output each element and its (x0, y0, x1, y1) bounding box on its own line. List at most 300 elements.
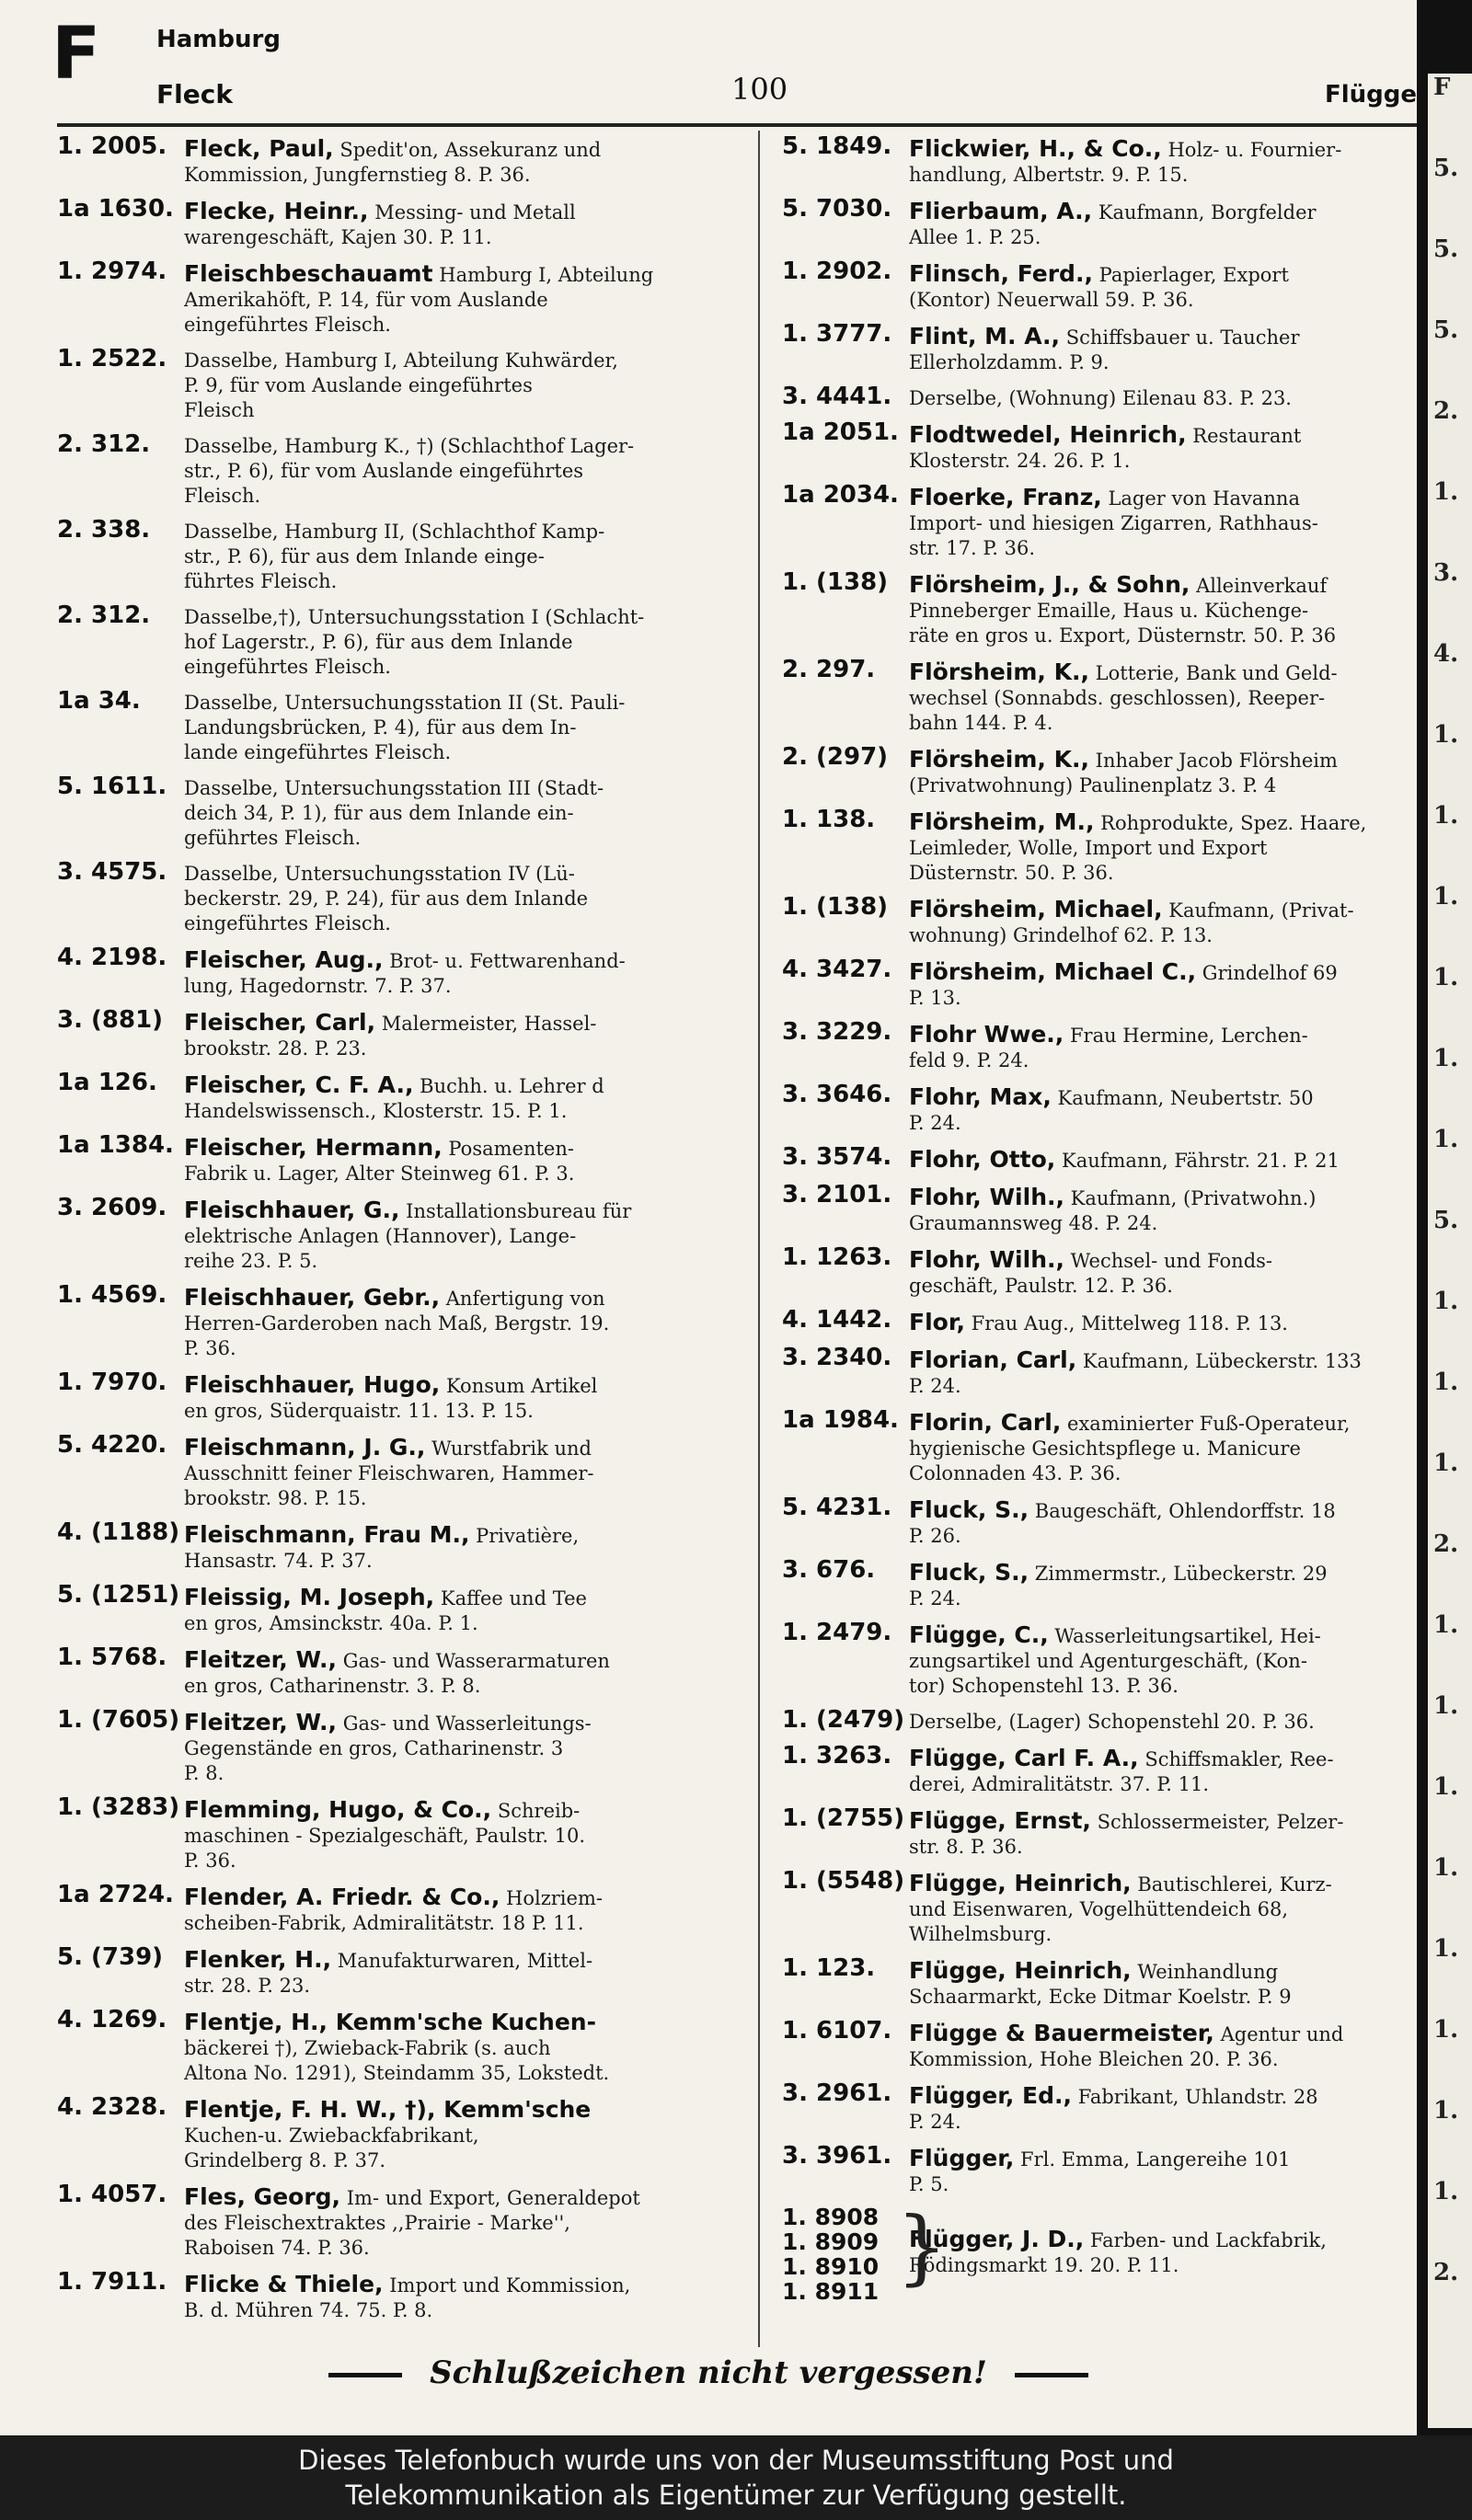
next-page-fragment: 1. (1433, 1045, 1459, 1072)
entry-line (909, 1347, 1426, 1374)
directory-entry (782, 1619, 1426, 1699)
entry-number: 1. 5768. (57, 1644, 167, 1671)
directory-entry (57, 2093, 742, 2173)
directory-entry (57, 1194, 742, 1274)
entry-line: bahn 144. P. 4. (909, 712, 1053, 734)
directory-entry (782, 383, 1426, 411)
entry-line (909, 747, 1426, 773)
section-letter: F (52, 13, 101, 96)
directory-entry (57, 516, 742, 594)
entry-number: 1. (2755) (782, 1804, 905, 1832)
entry-number-group (782, 2205, 879, 2304)
entry-line (184, 691, 742, 716)
entry-line: Graumannsweg 48. P. 24. (909, 1212, 1158, 1234)
entry-line: P. 24. (909, 1112, 961, 1134)
entry-description: Holzriem- (506, 1887, 603, 1909)
header-city: Hamburg (156, 26, 281, 53)
entry-description: Dasselbe, Untersuchungsstation III (Stadt- (184, 777, 604, 799)
entry-name: Flierbaum, A., (909, 199, 1093, 224)
entry-line: Fabrik u. Lager, Alter Steinweg 61. P. 3. (184, 1163, 575, 1185)
entry-name: Flügge, Heinrich, (909, 1958, 1132, 1984)
entry-description: Kaffee und Tee (440, 1587, 587, 1609)
entry-number: 3. (881) (57, 1006, 164, 1034)
entry-number: 3. 2340. (782, 1344, 892, 1371)
header-last-name: Flügge (1325, 81, 1418, 109)
directory-entry (782, 2079, 1426, 2135)
entry-line (909, 1871, 1426, 1897)
entry-line: deich 34, P. 1), für aus dem Inlande ein- (184, 802, 574, 824)
entry-line (909, 1410, 1426, 1437)
entry-description: Wasserleitungsartikel, Hei- (1054, 1625, 1321, 1647)
entry-number: 1. 2902. (782, 258, 892, 285)
entry-line: lung, Hagedornstr. 7. P. 37. (184, 975, 452, 997)
entry-number: 4. 2328. (57, 2093, 167, 2121)
entry-name: Flügger, J. D., (909, 2226, 1085, 2252)
directory-entry (782, 1556, 1426, 1611)
entry-description: Restaurant (1192, 425, 1302, 447)
entry-line: brookstr. 28. P. 23. (184, 1037, 367, 1060)
directory-entry (782, 806, 1426, 886)
entry-description: Baugeschäft, Ohlendorffstr. 18 (1034, 1500, 1336, 1522)
directory-entry (57, 1281, 742, 1361)
entry-line: P. 24. (909, 2111, 961, 2133)
entry-description: Import und Kommission, (389, 2274, 631, 2297)
directory-entry (57, 601, 742, 680)
entry-line: P. 24. (909, 1375, 961, 1397)
entry-line: str. 28. P. 23. (184, 1975, 310, 1997)
entry-line (909, 1746, 1426, 1772)
directory-entry (782, 1706, 1426, 1735)
entry-line: Colonnaden 43. P. 36. (909, 1462, 1121, 1484)
entry-line (184, 1135, 742, 1162)
entry-name: Flentje, F. H. W., †), Kemm'sche (184, 2097, 592, 2123)
entry-description: Wechsel- und Fonds- (1070, 1250, 1273, 1272)
directory-entry (782, 320, 1426, 375)
entry-line (909, 1084, 1426, 1111)
entry-number: 1. 8909 (782, 2228, 880, 2255)
next-page-fragment: 1. (1433, 1773, 1459, 1801)
entry-line: eingeführtes Fleisch. (184, 912, 391, 934)
entry-description: Gas- und Wasserarmaturen (342, 1650, 610, 1672)
directory-entry (782, 258, 1426, 313)
entry-name: Flohr, Otto, (909, 1147, 1056, 1173)
entry-line (909, 572, 1426, 599)
entry-name: Fluck, S., (909, 1497, 1029, 1523)
next-page-fragment: 1. (1433, 1692, 1459, 1720)
entry-number: 3. 4441. (782, 383, 892, 410)
entry-line (184, 1947, 742, 1974)
entry-line (909, 1560, 1426, 1586)
entry-number: 1a 34. (57, 687, 141, 715)
directory-entry (782, 568, 1426, 648)
entry-description: Im- und Export, Generaldepot (346, 2187, 640, 2209)
entry-name: Flügge & Bauermeister, (909, 2021, 1214, 2046)
entry-line: Kommission, Hohe Bleichen 20. P. 36. (909, 2048, 1279, 2070)
entry-number: 1. 3263. (782, 1742, 892, 1770)
entry-number: 1. 8910 (782, 2253, 880, 2280)
entry-name: Flodtwedel, Heinrich, (909, 422, 1187, 448)
entry-number: 1a 2051. (782, 418, 899, 446)
entry-line: P. 8. (184, 1762, 224, 1784)
entry-description: Spedit'on, Assekuranz und (339, 139, 602, 161)
entry-name: Flentje, H., Kemm'sche Kuchen- (184, 2010, 596, 2035)
entry-line: und Eisenwaren, Vogelhüttendeich 68, (909, 1898, 1289, 1920)
entry-description: Kaufmann, (Privatwohn.) (1070, 1187, 1317, 1209)
entry-number: 1. 123. (782, 1954, 876, 1982)
directory-entry (57, 195, 742, 250)
entry-line (909, 1958, 1426, 1985)
entry-line (909, 2083, 1426, 2110)
entry-name: Flint, M. A., (909, 324, 1061, 349)
entry-name: Flörsheim, M., (909, 809, 1095, 835)
entry-line (184, 605, 742, 630)
entry-description: Lotterie, Bank und Geld- (1095, 662, 1338, 684)
entry-line (909, 2208, 1426, 2253)
entry-description: Derselbe, (Lager) Schopenstehl 20. P. 36. (909, 1711, 1315, 1733)
entry-line (184, 2097, 742, 2124)
directory-entry (782, 2017, 1426, 2072)
entry-description: Lager von Havanna (1108, 487, 1300, 510)
entry-name: Flinsch, Ferd., (909, 261, 1093, 287)
entry-line: feld 9. P. 24. (909, 1049, 1029, 1071)
directory-entry (57, 430, 742, 509)
entry-description: Schiffsbauer u. Taucher (1065, 326, 1300, 349)
directory-entry (782, 1243, 1426, 1299)
next-page-fragment: 5. (1433, 155, 1459, 182)
entry-description: Schiffsmakler, Ree- (1144, 1748, 1334, 1770)
next-page-fragment: 1. (1433, 1126, 1459, 1153)
entry-line: räte en gros u. Export, Düsternstr. 50. P. 36 (909, 624, 1337, 647)
entry-line (184, 1710, 742, 1736)
directory-entry (782, 1742, 1426, 1797)
entry-line (184, 2272, 742, 2298)
entry-line: P. 24. (909, 1587, 961, 1609)
directory-entry (57, 1581, 742, 1636)
entry-description: Kaufmann, (Privat- (1168, 899, 1354, 922)
entry-line (184, 1010, 742, 1037)
entry-number: 1. (138) (782, 893, 889, 921)
entry-line: Handelswissensch., Klosterstr. 15. P. 1. (184, 1100, 568, 1122)
entry-line (909, 659, 1426, 686)
entry-name: Flecke, Heinr., (184, 199, 369, 224)
entry-line: Düsternstr. 50. P. 36. (909, 862, 1114, 884)
entry-line (909, 261, 1426, 288)
entry-number: 1. 7970. (57, 1369, 167, 1396)
entry-line: hof Lagerstr., P. 6), für aus dem Inlande (184, 631, 573, 653)
entry-name: Fleischhauer, G., (184, 1197, 400, 1223)
entry-name: Flickwier, H., & Co., (909, 136, 1162, 162)
directory-entry (782, 2142, 1426, 2197)
directory-entry (782, 1804, 1426, 1860)
entry-line (909, 1185, 1426, 1211)
entry-number: 5. 7030. (782, 195, 892, 223)
entry-number: 1. 138. (782, 806, 876, 833)
directory-entry (782, 481, 1426, 561)
entry-number: 4. 2198. (57, 944, 167, 971)
entry-name: Fleischer, C. F. A., (184, 1072, 414, 1098)
next-page-fragment: 1. (1433, 478, 1459, 506)
entry-line (909, 959, 1426, 986)
footer-note-text: Schlußzeichen nicht vergessen! (430, 2354, 987, 2391)
entry-line (184, 1522, 742, 1549)
entry-name: Fleischhauer, Hugo, (184, 1372, 441, 1398)
entry-description: Kaufmann, Neubertstr. 50 (1057, 1087, 1314, 1109)
entry-line: wechsel (Sonnabds. geschlossen), Reeper- (909, 687, 1326, 709)
entry-number: 1a 2724. (57, 1881, 174, 1908)
directory-entry (782, 195, 1426, 250)
entry-line (909, 2146, 1426, 2172)
next-page-fragment: 4. (1433, 640, 1459, 668)
next-page-fragment: 2. (1433, 1530, 1459, 1558)
entry-name: Florian, Carl, (909, 1347, 1077, 1373)
entry-number: 5. 4220. (57, 1431, 167, 1459)
entry-description: Dasselbe, Hamburg K., †) (Schlachthof Lager- (184, 435, 635, 457)
entry-line (909, 422, 1426, 449)
entry-number: 1a 2034. (782, 481, 899, 509)
entry-number: 1. 2522. (57, 345, 167, 372)
entry-line: Altona No. 1291), Steindamm 35, Lokstedt. (184, 2062, 610, 2084)
entry-description: Rohprodukte, Spez. Haare, (1100, 812, 1367, 834)
entry-number: 1. 2005. (57, 132, 167, 160)
entry-line: geschäft, Paulstr. 12. P. 36. (909, 1275, 1173, 1297)
entry-description: Zimmermstr., Lübeckerstr. 29 (1034, 1563, 1328, 1585)
entry-line (184, 947, 742, 974)
entry-description: Dasselbe, Hamburg I, Abteilung Kuhwärder, (184, 349, 618, 372)
entry-line: Klosterstr. 24. 26. P. 1. (909, 450, 1131, 472)
entry-number: 4. 3427. (782, 956, 892, 983)
entry-number: 3. 2101. (782, 1181, 892, 1208)
entry-number: 1. (7605) (57, 1706, 180, 1734)
entry-name: Flemming, Hugo, & Co., (184, 1797, 492, 1823)
directory-entry (57, 132, 742, 188)
entry-description: examinierter Fuß-Operateur, (1067, 1413, 1351, 1435)
entry-number: 1a 1984. (782, 1406, 899, 1434)
directory-entry (57, 1006, 742, 1061)
entry-number: 1. 4057. (57, 2181, 167, 2208)
entry-line: Allee 1. P. 25. (909, 226, 1041, 248)
next-page-fragment: 5. (1433, 1207, 1459, 1234)
directory-entry (782, 1181, 1426, 1236)
directory-entry (782, 1344, 1426, 1399)
next-page-fragment: 1. (1433, 1369, 1459, 1396)
directory-entry (57, 858, 742, 936)
entry-name: Fleitzer, W., (184, 1647, 338, 1673)
directory-entry (782, 1867, 1426, 1947)
entry-name: Flügge, Ernst, (909, 1808, 1091, 1834)
entry-name: Flenker, H., (184, 1947, 332, 1973)
directory-entry (782, 1081, 1426, 1136)
next-page-fragment: 1. (1433, 2097, 1459, 2125)
entry-line (184, 1435, 742, 1461)
entry-number: 1a 1630. (57, 195, 174, 223)
entry-description: Posamenten- (448, 1138, 574, 1160)
next-page-fragment: 1. (1433, 1854, 1459, 1882)
entry-line (184, 434, 742, 459)
ownership-banner (0, 2435, 1472, 2520)
header-first-name: Fleck (156, 79, 233, 109)
next-page-fragment: 1. (1433, 964, 1459, 991)
entry-name: Fleischer, Carl, (184, 1010, 376, 1036)
entry-name: Flörsheim, Michael C., (909, 959, 1197, 985)
entry-line: str., P. 6), für vom Auslande eingeführtes (184, 460, 584, 482)
page-number: 100 (731, 72, 788, 107)
entry-line (184, 261, 742, 288)
footer-note (0, 2354, 1417, 2391)
entry-name: Flügger, (909, 2146, 1015, 2171)
next-page-fragment: 1. (1433, 1935, 1459, 1963)
entry-number: 2. 297. (782, 656, 876, 683)
entry-line: Schaarmarkt, Ecke Ditmar Koelstr. P. 9 (909, 1986, 1292, 2008)
entry-line (184, 1072, 742, 1099)
entry-number: 1. (2479) (782, 1706, 905, 1734)
entry-name: Flohr, Wilh., (909, 1247, 1064, 1273)
entry-line (909, 485, 1426, 511)
entry-name: Flügge, Heinrich, (909, 1871, 1132, 1896)
entry-line: Import- und hiesigen Zigarren, Rathhaus- (909, 512, 1318, 534)
entry-description: Dasselbe, Untersuchungsstation IV (Lü- (184, 863, 575, 885)
entry-description: Bautischlerei, Kurz- (1137, 1873, 1332, 1896)
entry-name: Fleissig, M. Joseph, (184, 1585, 435, 1610)
entry-number: 3. 3961. (782, 2142, 892, 2170)
entry-line: Herren-Garderoben nach Maß, Bergstr. 19. (184, 1312, 610, 1334)
entry-description: Fabrikant, Uhlandstr. 28 (1077, 2086, 1318, 2108)
next-page-fragment: 1. (1433, 2016, 1459, 2044)
entry-description: Derselbe, (Wohnung) Eilenau 83. P. 23. (909, 387, 1292, 409)
entry-line (184, 520, 742, 544)
next-page-fragment: 1. (1433, 883, 1459, 911)
entry-number: 3. 3574. (782, 1143, 892, 1171)
entry-description: Schreib- (497, 1800, 581, 1822)
entry-name: Flügger, Ed., (909, 2083, 1073, 2109)
entry-number: 5. (1251) (57, 1581, 180, 1609)
directory-entry (57, 1943, 742, 1999)
entry-description: Malermeister, Hassel- (381, 1013, 597, 1035)
directory-entry (57, 2181, 742, 2261)
entry-name: Fluck, S., (909, 1560, 1029, 1586)
entry-name: Florin, Carl, (909, 1410, 1062, 1436)
entry-line: eingeführtes Fleisch. (184, 314, 391, 336)
entry-name: Flender, A. Friedr. & Co., (184, 1884, 500, 1910)
entry-name: Flörsheim, K., (909, 659, 1089, 685)
entry-line: des Fleischextraktes ,,Prairie - Marke'', (184, 2212, 570, 2234)
entry-line: Kommission, Jungfernstieg 8. P. 36. (184, 164, 531, 186)
banner-line-2: Telekommunikation als Eigentümer zur Verfügung gestellt. (345, 2480, 1127, 2511)
entry-name: Flohr, Wilh., (909, 1185, 1064, 1210)
entry-number: 4. 1269. (57, 2006, 167, 2033)
entry-line (184, 199, 742, 225)
entry-line: P. 13. (909, 987, 961, 1009)
entry-line (909, 1022, 1426, 1048)
entry-line: Grindelberg 8. P. 37. (184, 2149, 386, 2171)
entry-description: Anfertigung von (445, 1288, 605, 1310)
entry-line: geführtes Fleisch. (184, 827, 362, 849)
directory-entry (782, 1018, 1426, 1073)
entry-line: (Privatwohnung) Paulinenplatz 3. P. 4 (909, 774, 1277, 796)
directory-entry (782, 1406, 1426, 1486)
entry-description: Agentur und (1220, 2023, 1344, 2045)
entry-number: 1. (138) (782, 568, 889, 596)
directory-entry (782, 743, 1426, 798)
entry-description: Grindelhof 69 (1202, 962, 1338, 984)
directory-entry (57, 944, 742, 999)
entry-description: Inhaber Jacob Flörsheim (1095, 750, 1338, 772)
entry-description: Farben- und Lackfabrik, (1089, 2229, 1327, 2251)
entry-number: 3. 2961. (782, 2079, 892, 2107)
entry-name: Fleischer, Aug., (184, 947, 384, 973)
entry-line: en gros, Süderquaistr. 11. 13. P. 15. (184, 1400, 534, 1422)
footer-dash-left (328, 2373, 402, 2377)
directory-entry (782, 893, 1426, 948)
entry-line (909, 809, 1426, 836)
entry-line: Hansastr. 74. P. 37. (184, 1550, 373, 1572)
entry-description: Frau Aug., Mittelweg 118. P. 13. (971, 1312, 1288, 1334)
entry-line: beckerstr. 29, P. 24), für aus dem Inlande (184, 888, 589, 910)
next-page-fragment: 3. (1433, 559, 1459, 587)
entry-name: Fleischmann, Frau M., (184, 1522, 470, 1548)
entry-name: Fles, Georg, (184, 2184, 341, 2210)
directory-entry (57, 258, 742, 338)
entry-number: 1. 2479. (782, 1619, 892, 1646)
entry-description: Konsum Artikel (445, 1375, 598, 1397)
entry-line: str. 8. P. 36. (909, 1836, 1023, 1858)
next-page-fragment: 1. (1433, 721, 1459, 749)
entry-line: lande eingeführtes Fleisch. (184, 741, 452, 763)
entry-number: 1. 3777. (782, 320, 892, 348)
entry-line (184, 1285, 742, 1312)
entry-line (909, 324, 1426, 350)
entry-description: Installationsbureau für (406, 1200, 632, 1222)
entry-line: derei, Admiralitätstr. 37. P. 11. (909, 1773, 1210, 1795)
entry-number: 3. 3229. (782, 1018, 892, 1046)
entry-name: Fleischer, Hermann, (184, 1135, 443, 1161)
entry-line: handlung, Albertstr. 9. P. 15. (909, 164, 1189, 186)
entry-description: Kaufmann, Lübeckerstr. 133 (1082, 1350, 1362, 1372)
entry-description: Frau Hermine, Lerchen- (1069, 1025, 1308, 1047)
entry-line: brookstr. 98. P. 15. (184, 1487, 367, 1509)
left-column (57, 132, 742, 2334)
entry-number: 5. (739) (57, 1943, 164, 1971)
entry-line: zungsartikel und Agenturgeschäft, (Kon- (909, 1650, 1307, 1672)
entry-line: scheiben-Fabrik, Admiralitätstr. 18 P. 11. (184, 1912, 584, 1934)
entry-line: elektrische Anlagen (Hannover), Lange- (184, 1225, 577, 1247)
entry-line (909, 386, 1426, 411)
entry-name: Flügge, Carl F. A., (909, 1746, 1139, 1771)
entry-number: 3. 3646. (782, 1081, 892, 1108)
entry-line (184, 136, 742, 163)
entry-description: Hamburg I, Abteilung (439, 264, 654, 286)
directory-entry (57, 2006, 742, 2086)
entry-description: Gas- und Wasserleitungs- (342, 1712, 592, 1735)
entry-name: Floerke, Franz, (909, 485, 1102, 510)
directory-entry (782, 656, 1426, 736)
entry-name: Flor, (909, 1310, 965, 1335)
directory-entry (782, 132, 1426, 188)
directory-entry (57, 1706, 742, 1786)
entry-line: warengeschäft, Kajen 30. P. 11. (184, 226, 492, 248)
right-column (782, 132, 1426, 2322)
header-rule (57, 123, 1428, 127)
directory-entry (57, 687, 742, 765)
entry-line: Gegenstände en gros, Catharinenstr. 3 (184, 1737, 564, 1759)
entry-description: Messing- und Metall (374, 201, 576, 223)
directory-entry (57, 1644, 742, 1699)
entry-line (909, 897, 1426, 923)
entry-line: B. d. Mühren 74. 75. P. 8. (184, 2299, 433, 2321)
footer-dash-right (1015, 2373, 1088, 2377)
directory-entry (782, 1494, 1426, 1549)
entry-line (184, 349, 742, 373)
next-page-fragment: 1. (1433, 2178, 1459, 2205)
